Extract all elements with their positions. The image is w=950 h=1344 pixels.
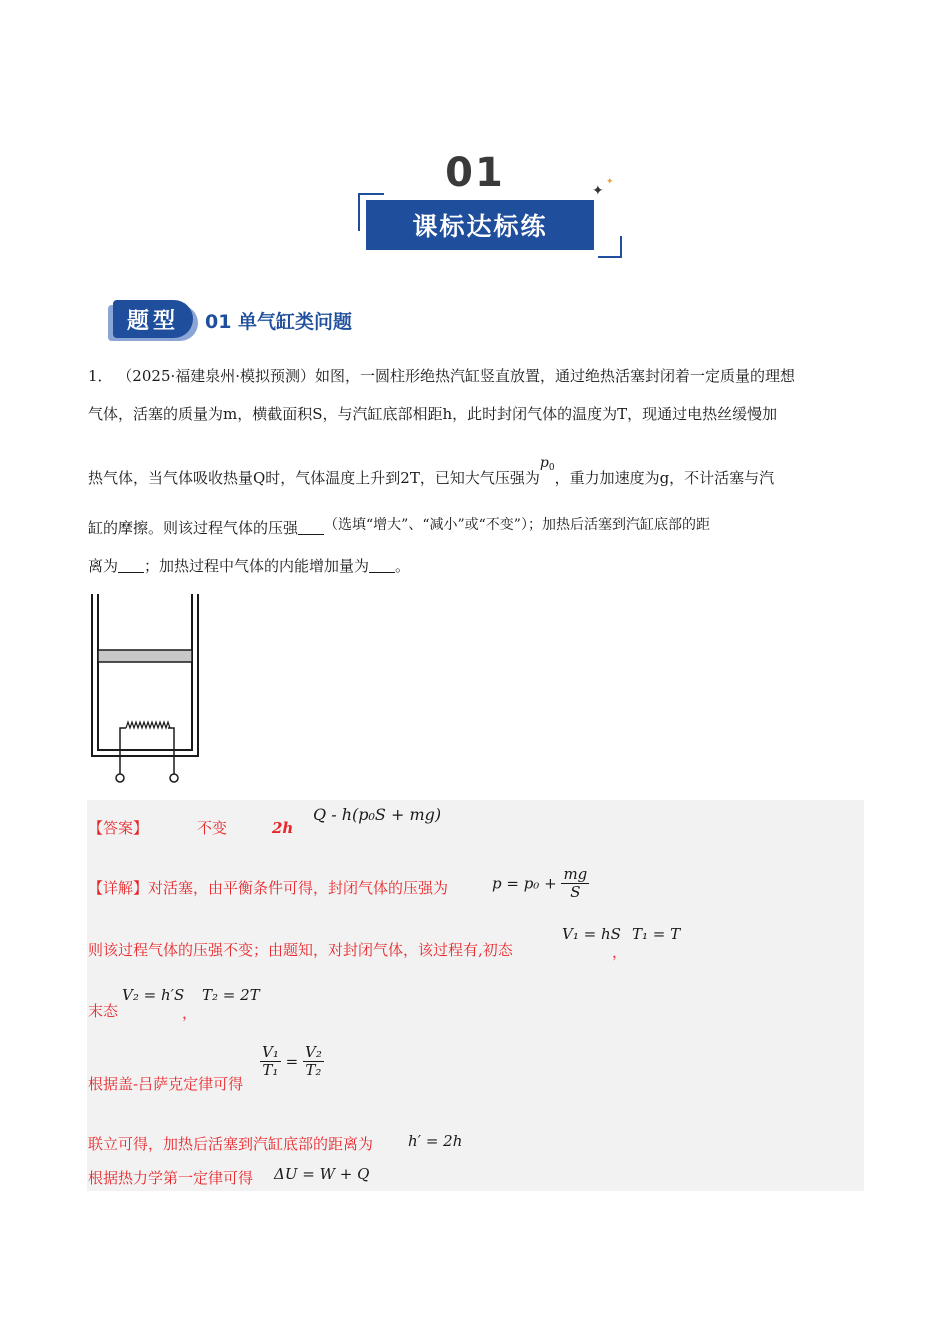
question-line-3-a: 热气体，当气体吸收热量Q时，气体温度上升到2T，已知大气压强为 <box>88 469 540 487</box>
detail-line-5: 联立可得，加热后活塞到汽缸底部的距离为 <box>88 1135 374 1153</box>
initial-temperature: T₁ = T <box>632 925 681 943</box>
answer-blank-3[interactable] <box>369 558 395 573</box>
detail-line-2: 则该过程气体的压强不变；由题知，对封闭气体，该过程有,初态 <box>88 941 513 959</box>
answer-3: Q - h(p₀S + mg) <box>313 805 442 824</box>
final-height-formula: h′ = 2h <box>408 1132 463 1150</box>
detail-line-4: 根据盖-吕萨克定律可得 <box>88 1075 244 1093</box>
p0-symbol: $p_0$ <box>539 455 555 473</box>
question-line-4: 缸的摩擦。则该过程气体的压强 （选填“增大”、“减小”或“不变”）；加热后活塞到汽缸底部的距 <box>88 517 710 537</box>
section-title: 课标达标练 <box>366 200 594 250</box>
detail-line-3-comma: ， <box>182 1004 198 1022</box>
answer-1: 不变 <box>197 819 228 837</box>
pressure-formula: p = p₀ + $\frac{mg}{S}$ <box>492 865 588 901</box>
answer-label: 【答案】 <box>88 819 149 837</box>
type-badge: 题型 <box>113 300 193 338</box>
detail-line-2-comma: ， <box>612 943 628 961</box>
first-law-formula: ΔU = W + Q <box>274 1165 370 1183</box>
terminal-right <box>170 774 178 782</box>
question-line-2: 气体，活塞的质量为m，横截面积S，与汽缸底部相距h，此时封闭气体的温度为T，现通过电热丝缓慢加 <box>88 405 778 423</box>
final-temperature: T₂ = 2T <box>202 986 260 1004</box>
sparkle-small-icon: ✦ <box>606 177 614 187</box>
detail-line-6: 根据热力学第一定律可得 <box>88 1169 254 1187</box>
terminal-left <box>116 774 124 782</box>
detail-line-3: 末态 <box>88 1002 119 1020</box>
heating-coil <box>126 722 170 728</box>
cylinder-diagram <box>86 592 206 788</box>
detail-line-1: 【详解】对活塞，由平衡条件可得，封闭气体的压强为 <box>88 879 449 897</box>
type-title: 01 单气缸类问题 <box>205 311 353 333</box>
question-line-3 <box>88 455 775 494</box>
answer-2: 2h <box>272 819 294 837</box>
sparkle-icon: ✦ <box>592 183 604 199</box>
question-line-1: 1． （2025·福建泉州·模拟预测）如图，一圆柱形绝热汽缸竖直放置，通过绝热活塞封闭着一定质量的理想 <box>88 367 796 385</box>
final-volume: V₂ = h′S <box>122 986 185 1004</box>
answer-blank-2[interactable] <box>118 558 144 573</box>
piston <box>98 650 192 662</box>
gay-lussac-formula: $\frac{\text{V₁}}{\text{T₁}}$ = $\frac{\text{V₂}}{\text{T₂}}$ <box>262 1043 322 1079</box>
question-line-5: 离为 ；加热过程中气体的内能增加量为 。 <box>88 557 411 575</box>
banner-bracket-right <box>598 236 622 258</box>
initial-volume: V₁ = hS <box>562 925 621 943</box>
answer-blank-1[interactable] <box>298 520 324 535</box>
section-number: 01 <box>445 150 505 196</box>
question-line-3-b: ，重力加速度为g，不计活塞与汽 <box>554 469 775 487</box>
